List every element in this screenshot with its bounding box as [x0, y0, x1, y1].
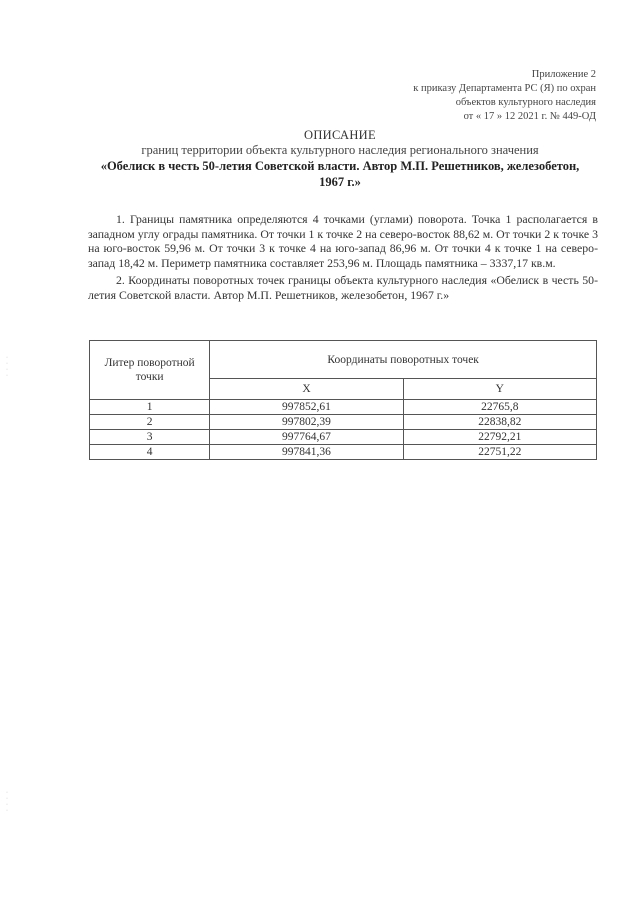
header-point-letter: Литер поворотной точки — [90, 341, 210, 400]
scan-margin-mark: · · · · — [6, 355, 8, 379]
cell-x: 997852,61 — [210, 400, 403, 415]
cell-point: 2 — [90, 415, 210, 430]
order-reference: к приказу Департамента РС (Я) по охран — [413, 83, 596, 94]
scan-margin-mark: · · · · — [6, 790, 8, 814]
cell-y: 22838,82 — [403, 415, 596, 430]
paragraph-coordinates: 2. Координаты поворотных точек границы объекта культурного наследия «Обелиск в честь 50-летия Советской власти. Автор М.П. Решетников, железобетон, 1967 г.» — [88, 273, 598, 302]
header-x: X — [210, 379, 403, 400]
document-title — [80, 128, 600, 190]
coordinates-table — [89, 340, 597, 460]
cell-point: 3 — [90, 430, 210, 445]
cell-point: 4 — [90, 445, 210, 460]
appendix-header — [336, 68, 596, 124]
object-name-line2: 1967 г.» — [319, 175, 361, 189]
table-row — [90, 400, 597, 415]
object-name-line1: «Обелиск в честь 50-летия Советской власти. Автор М.П. Решетников, железобетон, — [100, 159, 580, 173]
cell-x: 997841,36 — [210, 445, 403, 460]
cell-y: 22765,8 — [403, 400, 596, 415]
paragraph-boundaries: 1. Границы памятника определяются 4 точками (углами) поворота. Точка 1 располагается в западном углу ограды памятника. От точки 1 к точке 2 на северо-восток 88,62 м. От точки 2 к точке 3 на юго-восток 59,96 м. От точки 3 к точке 4 на юго-запад 86,96 м. От точки 4 к точке 1 на северо-запад 18,42 м. Периметр памятника составляет 253,96 м. Площадь памятника – 3337,17 кв.м. — [88, 212, 598, 270]
title-subheading: границ территории объекта культурного наследия регионального значения — [141, 143, 539, 157]
order-reference-cont: объектов культурного наследия — [455, 97, 596, 108]
cell-x: 997802,39 — [210, 415, 403, 430]
table-row — [90, 415, 597, 430]
table-row — [90, 430, 597, 445]
description-body — [88, 212, 598, 305]
title-heading: ОПИСАНИЕ — [304, 128, 376, 142]
cell-y: 22751,22 — [403, 445, 596, 460]
cell-point: 1 — [90, 400, 210, 415]
cell-x: 997764,67 — [210, 430, 403, 445]
appendix-label: Приложение 2 — [531, 69, 596, 80]
header-y: Y — [403, 379, 596, 400]
header-coordinates: Координаты поворотных точек — [210, 341, 597, 379]
order-date-number: от « 17 » 12 2021 г. № 449-ОД — [463, 111, 596, 122]
cell-y: 22792,21 — [403, 430, 596, 445]
table-row — [90, 445, 597, 460]
